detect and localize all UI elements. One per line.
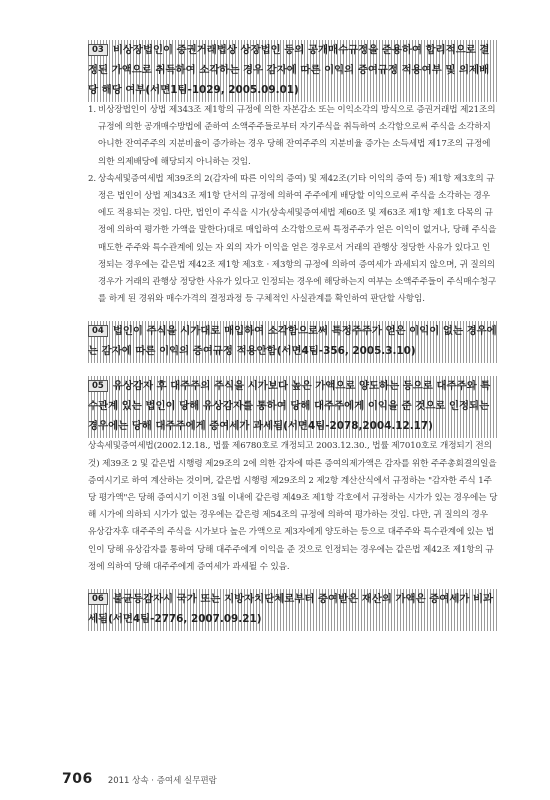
section-heading (88, 589, 498, 631)
section-number-badge: 06 (88, 593, 108, 605)
list-item-number: 1. (88, 105, 96, 115)
section-number-badge: 05 (88, 380, 108, 392)
list-item-number: 2. (88, 173, 96, 184)
section-number-badge: 04 (88, 325, 108, 337)
section-number-badge: 03 (88, 44, 108, 56)
section-06 (88, 589, 498, 631)
page-footer (62, 768, 217, 787)
section-body (88, 102, 498, 308)
list-item (88, 102, 498, 171)
section-heading-text: 유상감자 후 대주주의 주식을 시가보다 높은 가액으로 양도하는 등으로 대주주와 특수관계 있는 법인이 당해 유상감자를 통하여 당해 대주주에게 이익을 준 것으로 인정되는 경우에는 당해 대주주에게 증여세가 과세됨(서면4팀-2078,2004.12.17) (88, 380, 491, 433)
page-content (88, 40, 498, 644)
list-item-text: 비상장법인이 상법 제343조 제1항의 규정에 의한 자본감소 또는 이익소각의 방식으로 증권거래법 제21조의 규정에 의한 공개매수방법에 준하여 소액주주들로부터 자기주식을 취득하여 소각함으로써 주식을 소각하지 아니한 잔여주주의 지분비율이 증가하는 경우 당해 잔여주주의 지분비율 증가는 소득세법 제17조의 규정에 의한 의제배당에 해당되지 아니하는 것임. (98, 105, 496, 167)
page-number: 706 (62, 771, 93, 787)
section-body: 상속세및증여세법(2002.12.18., 법률 제6780호로 개정되고 2003.12.30., 법률 제7010호로 개정되기 전의 것) 제39조 2 및 같은법 시행령 제29조의 2에 의한 감자에 따른 증여의제가액은 감자를 위한 주주총회결의일을 증여시기로 하여 계산하는 것이며, 같은법 시행령 제29조의 2 제2항 계산산식에서 규정하는 "감자한 주식 1주당 평가액"은 당해 증여시기 이전 3월 이내에 같은령 제49조 제1항 각호에서 규정하는 시가가 있는 경우에는 당해 시가에 의하되 시가가 없는 경우에는 같은령 제54조의 규정에 의하여 평가하는 것임. 다만, 귀 질의의 경우 유상감자후 대주주의 주식을 시가보다 높은 가액으로 제3자에게 양도하는 등으로 대주주와 특수관계에 있는 법인이 당해 유상감자를 통하여 당해 대주주에게 이익을 준 것으로 인정되는 경우에는 같은법 제42조 제1항의 규정에 의하여 당해 대주주에게 증여세가 과세될 수 있음. (88, 441, 498, 572)
section-heading-text: 비상장법인이 증권거래법상 상장법인 등의 공개매수규정을 준용하여 합리적으로 결정된 가액으로 취득하여 소각하는 경우 감자에 따른 이익의 증여규정 적용여부 및 의제배당 해당 여부(서면1팀-1029, 2005.09.01) (88, 44, 490, 96)
running-title: 2011 상속 · 증여세 실무편람 (107, 776, 217, 786)
section-heading (88, 40, 498, 102)
section-heading-text: 불균등감자시 국가 또는 지방자치단체로부터 증여받은 재산의 가액은 증여세가 비과세됨(서면4팀-2776, 2007.09.21) (88, 593, 494, 626)
section-03 (88, 40, 498, 308)
section-heading-text: 법인이 주식을 시가대로 매입하여 소각함으로써 특정주주가 얻은 이익이 없는 경우에는 감자에 따른 이익의 증여규정 적용안함(서면4팀-356, 2005.3.10) (88, 325, 497, 358)
section-04 (88, 321, 498, 363)
list-item (88, 171, 498, 309)
section-heading (88, 376, 498, 438)
section-heading (88, 321, 498, 363)
list-item-text: 상속세및증여세법 제39조의 2(감자에 따른 이익의 증여) 및 제42조(기타 이익의 증여 등) 제1항 제3호의 규정은 법인이 상법 제343조 제1항 단서의 규정에 의하여 주주에게 배당할 이익으로써 주식을 소각하는 경우에도 적용되는 것임. 다만, 법인이 주식을 시가(상속세및증여세법 제60조 및 제63조 제1항 제1호 다목의 규정에 의하여 평가한 가액을 말한다)대로 매입하여 소각함으로써 특정주주가 얻은 이익이 없거나, 당해 주식을 매도한 주주와 특수관계에 있는 자 외의 자가 이익을 얻은 경우로서 거래의 관행상 정당한 사유가 있다고 인정되는 경우에는 같은법 제42조 제1항 제3호 · 제3항의 규정에 의하여 증여세가 과세되지 않으며, 귀 질의의 경우가 거래의 관행상 정당한 사유가 있다고 인정되는 경우에 해당하는지 여부는 소액주주들이 주식매수청구를 하게 된 경위와 매수가격의 결정과정 등 구체적인 사실관계를 확인하여 판단할 사항임. (98, 173, 497, 305)
section-05 (88, 376, 498, 576)
